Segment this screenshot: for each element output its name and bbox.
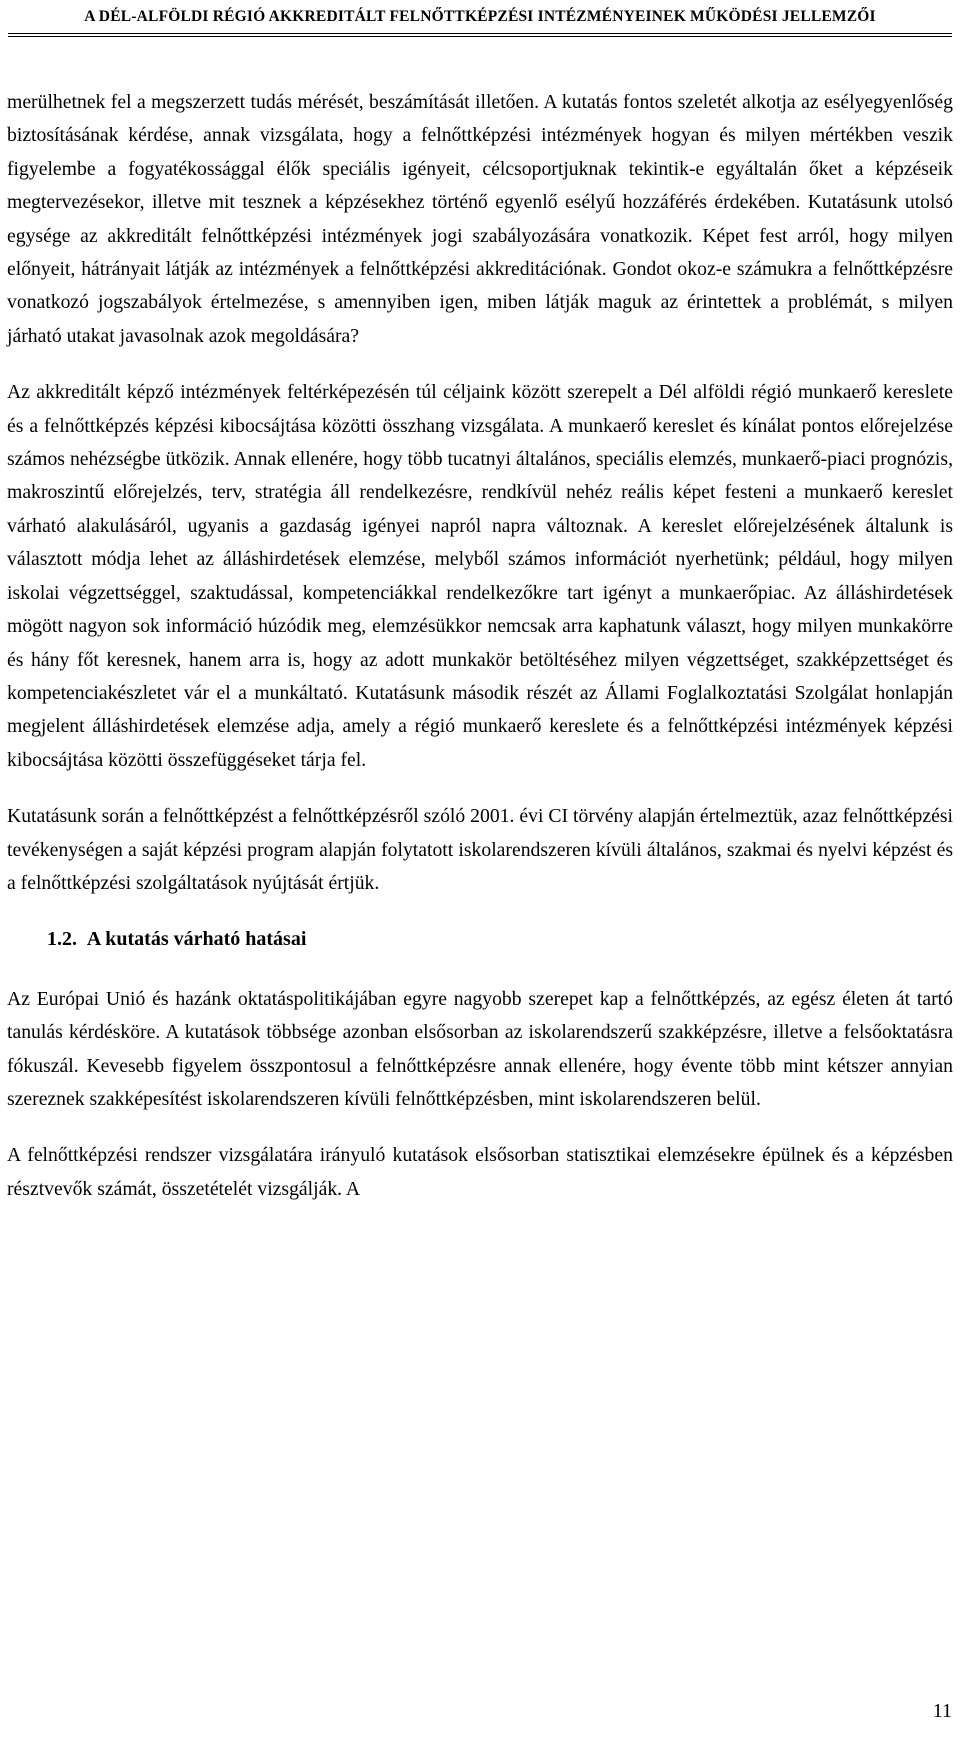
section-number: 1.2. (47, 928, 77, 951)
paragraph-1: merülhetnek fel a megszerzett tudás mérését, beszámítását illetően. A kutatás fontos szeletét alkotja az esélyegyenlőség biztosításának kérdése, annak vizsgálata, hogy a felnőttképzési intézmények hogyan és milyen mértékben veszik figyelembe a fogyatékossággal élők speciális igényeit, célcsoportjuknak tekintik-e egyáltalán őket a képzéseik megtervezésekor, illetve mit tesznek a képzésekhez történő egyenlő esélyű hozzáférés érdekében. Kutatásunk utolsó egysége az akkreditált felnőttképzési intézmények jogi szabályozására vonatkozik. Képet fest arról, hogy milyen előnyeit, hátrányait látják az intézmények a felnőttképzési akkreditációnak. Gondot okoz-e számukra a felnőttképzésre vonatkozó jogszabályok értelmezése, s amennyiben igen, miben látják maguk az érintettek a problémát, s milyen járható utakat javasolnak azok megoldására? (7, 91, 953, 347)
paragraph-3: Kutatásunk során a felnőttképzést a felnőttképzésről szóló 2001. évi CI törvény alapján értelmeztük, azaz felnőttképzési tevékenységen a saját képzési program alapján folytatott iskolarendszeren kívüli általános, szakmai és nyelvi képzést és a felnőttképzési szolgáltatások nyújtását értjük. (7, 805, 953, 894)
paragraph-2: Az akkreditált képző intézmények feltérképezésén túl céljaink között szerepelt a Dél alföldi régió munkaerő kereslete és a felnőttképzés képzési kibocsájtása közötti összhang vizsgálata. A munkaerő kereslet és kínálat pontos előrejelzése számos nehézségbe ütközik. Annak ellenére, hogy több tucatnyi általános, speciális elemzés, munkaerő-piaci prognózis, makroszintű előrejelzés, terv, stratégia áll rendelkezésre, rendkívül nehéz reális képet festeni a munkaerő kereslet várható alakulásáról, ugyanis a gazdaság igényei napról napra változnak. A kereslet előrejelzésének általunk is választott módja lehet az álláshirdetések elemzése, melyből számos információt nyerhetünk; például, hogy milyen iskolai végzettséggel, szaktudással, kompetenciákkal rendelkezőkre tart igényt a munkaerőpiac. Az álláshirdetések mögött nagyon sok információ húzódik meg, elemzésükkor nemcsak arra kaphatunk választ, hogy milyen munkakörre és hány főt keresnek, hanem arra is, hogy az adott munkakör betöltéséhez milyen végzettséget, szakképzettséget és kompetenciakészletet vár el a munkáltató. Kutatásunk második részét az Állami Foglalkoztatási Szolgálat honlapján megjelent álláshirdetések elemzése adja, amely a régió munkaerő kereslete és a felnőttképzési intézmények képzési kibocsájtása közötti összefüggéseket tárja fel. (7, 381, 953, 771)
section-heading (7, 923, 953, 956)
page-body (7, 86, 953, 1206)
section-title: A kutatás várható hatásai (86, 928, 307, 951)
page-number: 11 (932, 1700, 952, 1722)
paragraph-5: A felnőttképzési rendszer vizsgálatára irányuló kutatások elsősorban statisztikai elemzésekre épülnek és a képzésben résztvevők számát, összetételét vizsgálják. A (7, 1144, 953, 1200)
header-rule-bottom (8, 36, 952, 37)
header-rule-top (8, 33, 952, 34)
paragraph-4: Az Európai Unió és hazánk oktatáspolitikájában egyre nagyobb szerepet kap a felnőttképzés, az egész életen át tartó tanulás kérdésköre. A kutatások többsége azonban elsősorban az iskolarendszerű szakképzésre, illetve a felsőoktatásra fókuszál. Kevesebb figyelem összpontosul a felnőttképzésre annak ellenére, hogy évente több mint kétszer annyian szereznek szakképesítést iskolarendszeren kívüli felnőttképzésben, mint iskolarendszeren belül. (7, 987, 953, 1110)
running-header: A DÉL-ALFÖLDI RÉGIÓ AKKREDITÁLT FELNŐTTKÉPZÉSI INTÉZMÉNYEINEK MŰKÖDÉSI JELLEMZŐI (84, 8, 876, 25)
